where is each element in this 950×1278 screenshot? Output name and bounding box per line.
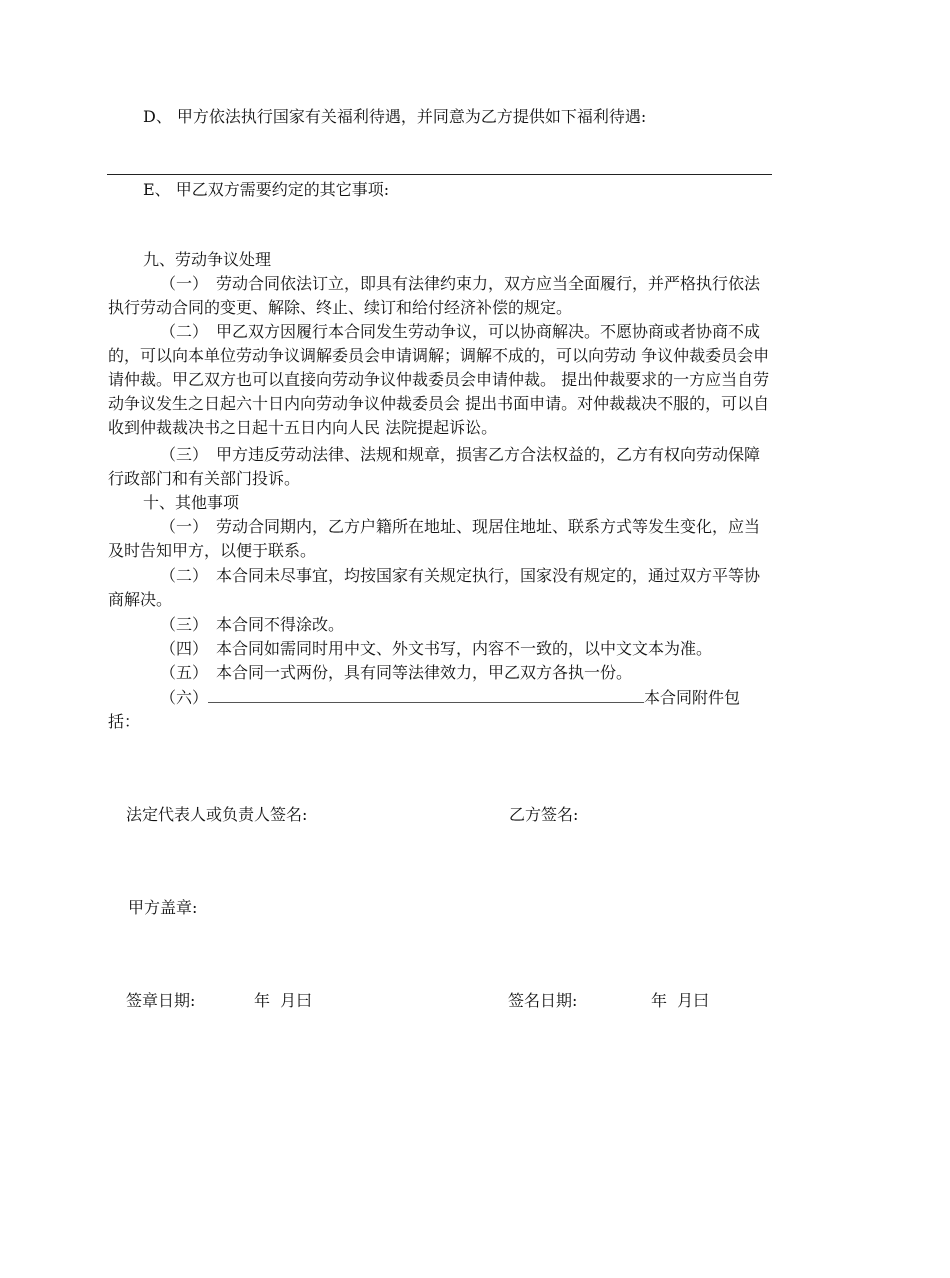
item-text: 本合同如需同时用中文、外文书写，内容不一致的，以中文文本为准。 bbox=[216, 639, 713, 658]
item-text: 甲方违反劳动法律、法规和规章，损害乙方合法权益的，乙方有权向劳动保障行政部门和有关部门投诉。 bbox=[108, 445, 761, 488]
attachment-blank-line bbox=[208, 686, 644, 703]
party-a-representative-signature-label: 法定代表人或负责人签名: bbox=[126, 805, 308, 824]
seal-date-label: 签章日期: bbox=[126, 991, 196, 1010]
section-ten-item-2 bbox=[108, 564, 774, 612]
item-number: （五） bbox=[160, 663, 209, 682]
fill-in-rule bbox=[107, 174, 772, 175]
item-text: 劳动合同期内，乙方户籍所在地址、现居住地址、联系方式等发生变化，应当及时告知甲方，以便于联系。 bbox=[108, 517, 761, 560]
section-ten-item-6 bbox=[108, 686, 774, 710]
item-text: 劳动合同依法订立，即具有法律约束力，双方应当全面履行，并严格执行依法执行劳动合同的变更、解除、终止、续订和给付经济补偿的规定。 bbox=[108, 274, 761, 317]
item-number: （四） bbox=[160, 639, 209, 658]
item-number: （二） bbox=[160, 322, 209, 341]
section-nine-item-3 bbox=[108, 443, 774, 491]
section-ten-item-1 bbox=[108, 515, 774, 563]
item-number: （三） bbox=[160, 615, 209, 634]
seal-date-value: 年 月曰 bbox=[254, 991, 313, 1010]
item-text: 本合同不得涂改。 bbox=[216, 615, 345, 634]
item-text: 本合同一式两份，具有同等法律效力，甲乙双方各执一份。 bbox=[216, 663, 633, 682]
other-matters-clause: E、 甲乙双方需要约定的其它事项: bbox=[143, 180, 390, 199]
section-nine-heading: 九、劳动争议处理 bbox=[143, 250, 272, 269]
item-number: （二） bbox=[160, 566, 209, 585]
item-text: 本合同未尽事宜，均按国家有关规定执行，国家没有规定的，通过双方平等协商解决。 bbox=[108, 566, 761, 609]
item-number: （六） bbox=[160, 688, 209, 707]
sign-date-value: 年 月曰 bbox=[651, 991, 710, 1010]
item-number: （三） bbox=[160, 445, 209, 464]
item-number: （一） bbox=[160, 517, 209, 536]
section-ten-item-6-continuation: 括： bbox=[108, 712, 141, 731]
item-text: 本合同附件包 bbox=[644, 688, 741, 707]
welfare-clause: D、 甲方依法执行国家有关福利待遇，并同意为乙方提供如下福利待遇: bbox=[143, 107, 647, 126]
item-text: 甲乙双方因履行本合同发生劳动争议，可以协商解决。不愿协商或者协商不成的，可以向本单位劳动争议调解委员会申请调解；调解不成的，可以向劳动 争议仲裁委员会申请仲裁。甲乙双方也可以直接向劳动争议仲裁委员会申请仲裁。 提出仲裁要求的一方应当自劳动争议发生之日起六十日内向劳动争议仲裁委员会 提出书面申请。对仲裁裁决不服的，可以自收到仲裁裁决书之日起十五日内向人民 法院提起诉讼。 bbox=[108, 322, 770, 437]
section-nine-item-1 bbox=[108, 272, 774, 320]
section-ten-item-4 bbox=[108, 637, 774, 661]
party-b-signature-label: 乙方签名: bbox=[509, 805, 579, 824]
section-ten-heading: 十、其他事项 bbox=[143, 493, 240, 512]
section-nine-item-2 bbox=[108, 320, 774, 440]
sign-date-label: 签名日期: bbox=[508, 991, 578, 1010]
party-a-seal-label: 甲方盖章: bbox=[128, 898, 198, 917]
item-number: （一） bbox=[160, 274, 209, 293]
section-ten-item-3 bbox=[108, 613, 774, 637]
section-ten-item-5 bbox=[108, 661, 774, 685]
